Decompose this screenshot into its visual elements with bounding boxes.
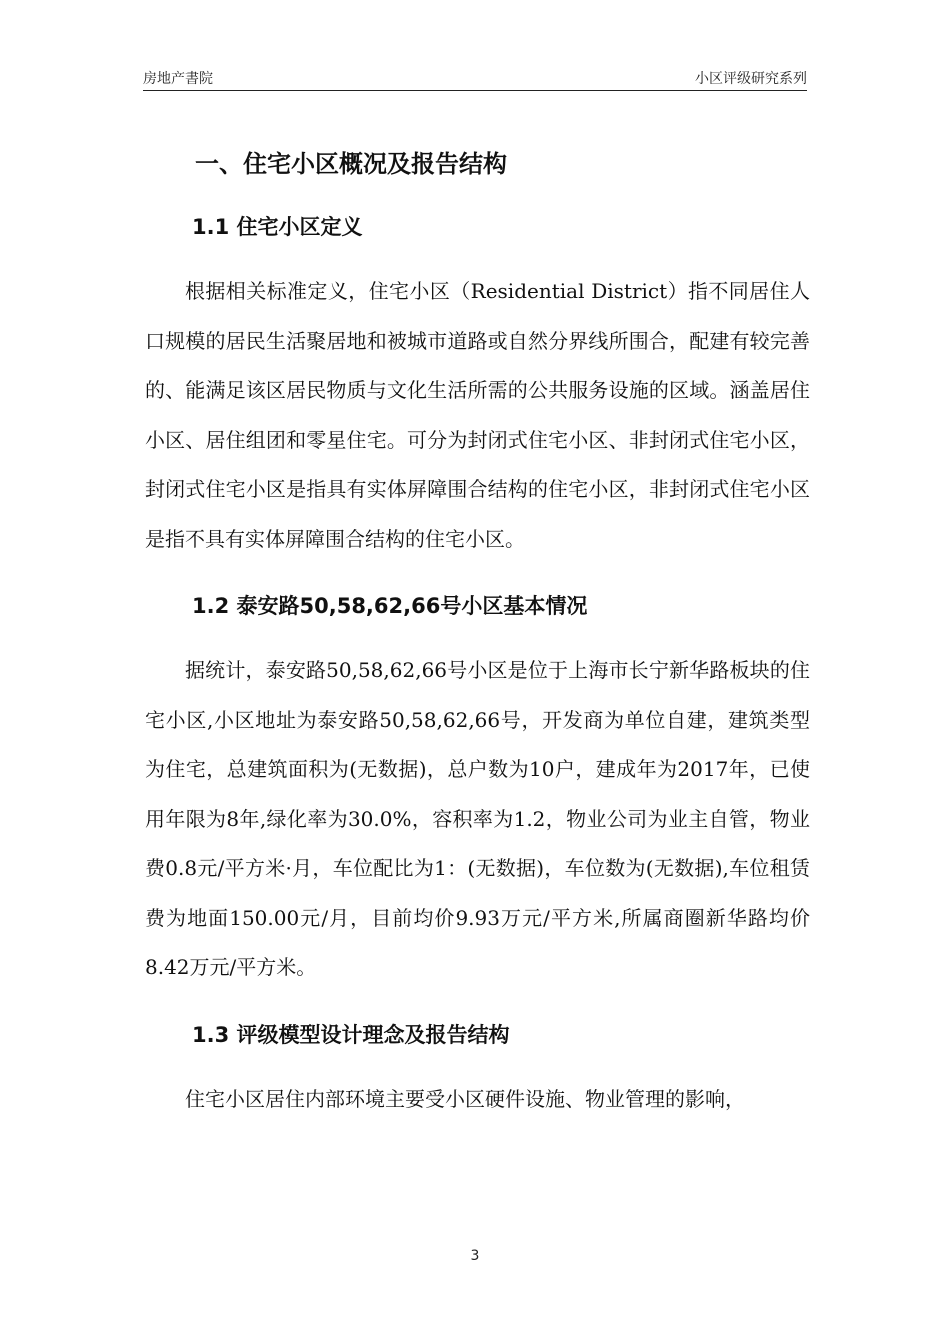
page-number: 3: [470, 1248, 480, 1264]
page-content: [145, 140, 810, 1124]
section-paragraph-1-1: 根据相关标准定义，住宅小区（Residential District）指不同居住人口规模的居民生活聚居地和被城市道路或自然分界线所围合，配建有较完善的、能满足该区居民物质与文化生活所需的公共服务设施的区域。涵盖居住小区、居住组团和零星住宅。可分为封闭式住宅小区、非封闭式住宅小区，封闭式住宅小区是指具有实体屏障围合结构的住宅小区，非封闭式住宅小区是指不具有实体屏障围合结构的住宅小区。: [145, 279, 810, 551]
header-series-title: 小区评级研究系列: [695, 71, 807, 87]
chapter-title: 一、住宅小区概况及报告结构: [195, 150, 507, 178]
header-publisher: 房地产書院: [143, 71, 213, 87]
section-title-1-1: 1.1 住宅小区定义: [192, 215, 363, 239]
page-header: [143, 66, 807, 91]
section-title-1-3: 1.3 评级模型设计理念及报告结构: [192, 1022, 510, 1047]
section-paragraph-1-3: 住宅小区居住内部环境主要受小区硬件设施、物业管理的影响，: [185, 1086, 745, 1111]
section-paragraph-1-2: 据统计，泰安路50,58,62,66号小区是位于上海市长宁新华路板块的住宅小区,小区地址为泰安路50,58,62,66号，开发商为单位自建，建筑类型为住宅，总建筑面积为(无数据)，总户数为10户，建成年为2017年，已使用年限为8年,绿化率为30.0%，容积率为1.2，物业公司为业主自管，物业费0.8元/平方米·月，车位配比为1：(无数据)，车位数为(无数据),车位租赁费为地面150.00元/月，目前均价9.93万元/平方米,所属商圈新华路均价8.42万元/平方米。: [145, 658, 810, 979]
section-title-1-2: 1.2 泰安路50,58,62,66号小区基本情况: [192, 594, 588, 618]
